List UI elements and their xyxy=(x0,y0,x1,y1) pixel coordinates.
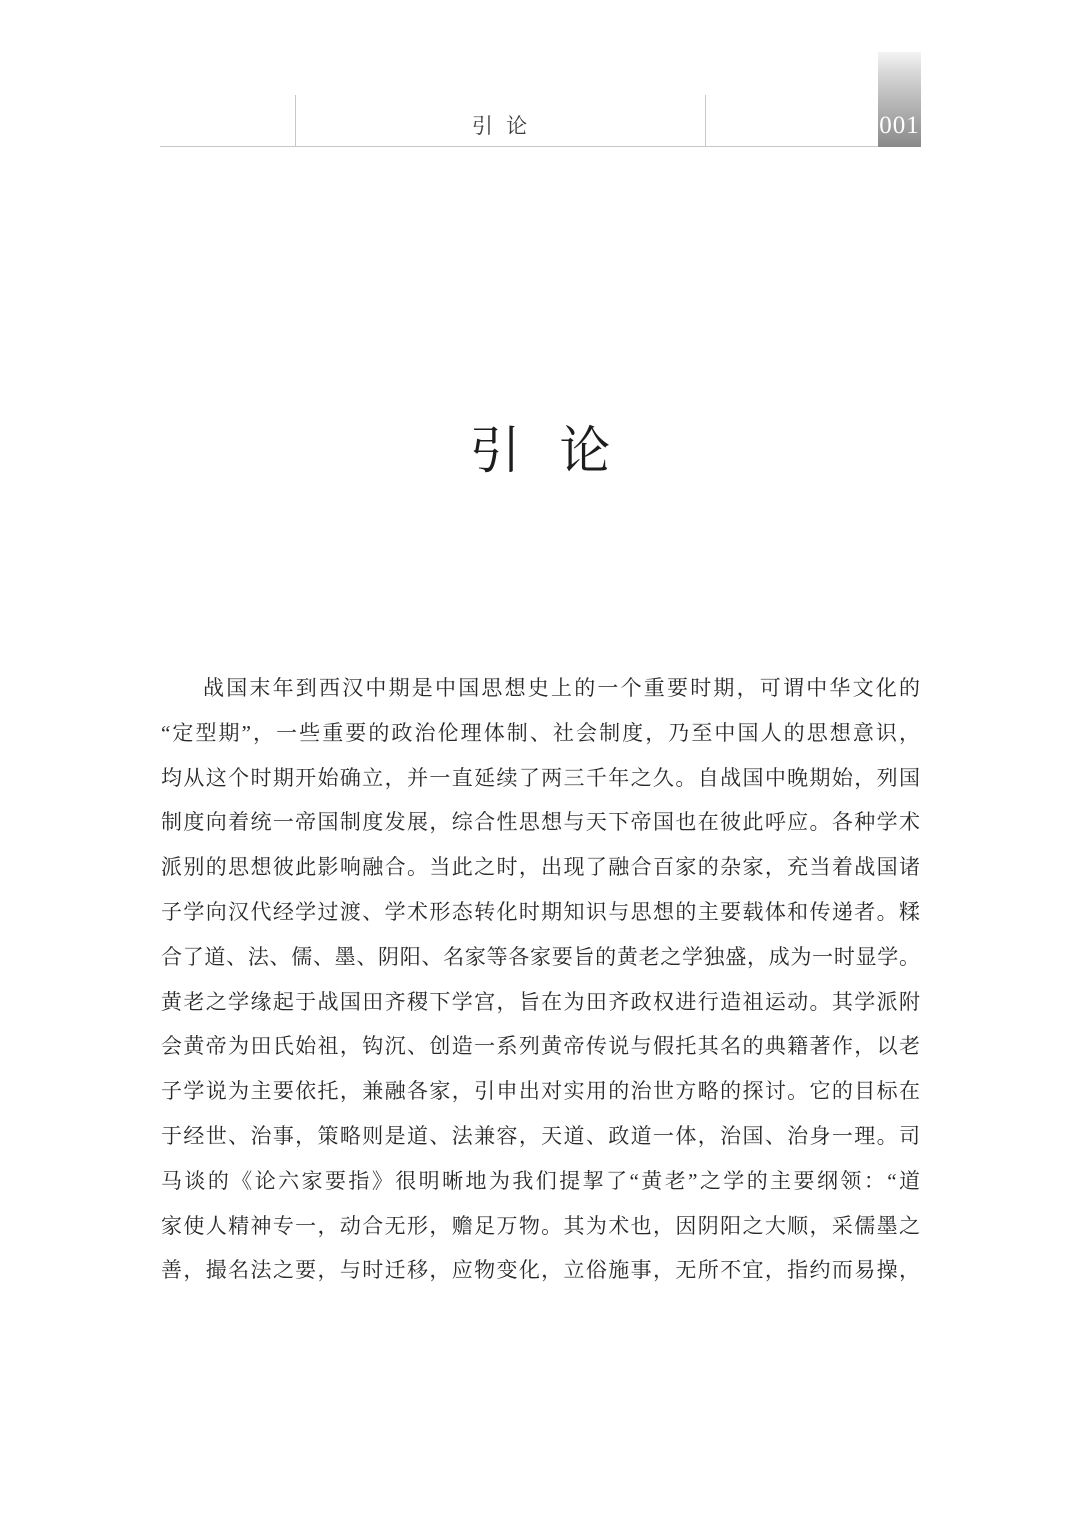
paragraph-line: 子学说为主要依托，兼融各家，引申出对实用的治世方略的探讨。它的目标在 xyxy=(161,1079,920,1104)
paragraph-line: 善，撮名法之要，与时迁移，应物变化，立俗施事，无所不宜，指约而易操， xyxy=(161,1258,920,1283)
paragraph-line: 合了道、法、儒、墨、阴阳、名家等各家要旨的黄老之学独盛，成为一时显学。 xyxy=(161,944,920,969)
paragraph-line: 黄老之学缘起于战国田齐稷下学宫，旨在为田齐政权进行造祖运动。其学派附 xyxy=(161,989,920,1014)
page-number: 001 xyxy=(879,112,920,139)
running-header-title: 引 论 xyxy=(471,114,529,138)
paragraph-line: 马谈的《论六家要指》很明晰地为我们提挈了“黄老”之学的主要纲领：“道 xyxy=(161,1168,920,1193)
paragraph xyxy=(161,666,920,1293)
paragraph-line: 派别的思想彼此影响融合。当此之时，出现了融合百家的杂家，充当着战国诸 xyxy=(161,855,920,880)
paragraph-line: 会黄帝为田氏始祖，钩沉、创造一系列黄帝传说与假托其名的典籍著作，以老 xyxy=(161,1034,920,1059)
header-rule xyxy=(160,146,878,147)
paragraph-line: 于经世、治事，策略则是道、法兼容，天道、政道一体，治国、治身一理。司 xyxy=(161,1123,920,1148)
paragraph-line: 家使人精神专一，动合无形，赡足万物。其为术也，因阴阳之大顺，采儒墨之 xyxy=(161,1213,920,1238)
paragraph-line: 战国末年到西汉中期是中国思想史上的一个重要时期，可谓中华文化的 xyxy=(203,676,920,700)
paragraph-line: 均从这个时期开始确立，并一直延续了两三千年之久。自战国中晚期始，列国 xyxy=(161,765,920,790)
header-divider-right xyxy=(705,95,706,147)
paragraph-line: 子学向汉代经学过渡、学术形态转化时期知识与思想的主要载体和传递者。糅 xyxy=(161,899,920,924)
chapter-title: 引 论 xyxy=(469,424,611,480)
page-number-bar xyxy=(878,52,921,147)
paragraph-line: “定型期”，一些重要的政治伦理体制、社会制度，乃至中国人的思想意识， xyxy=(161,720,920,745)
paragraph-line: 制度向着统一帝国制度发展，综合性思想与天下帝国也在彼此呼应。各种学术 xyxy=(161,810,920,835)
